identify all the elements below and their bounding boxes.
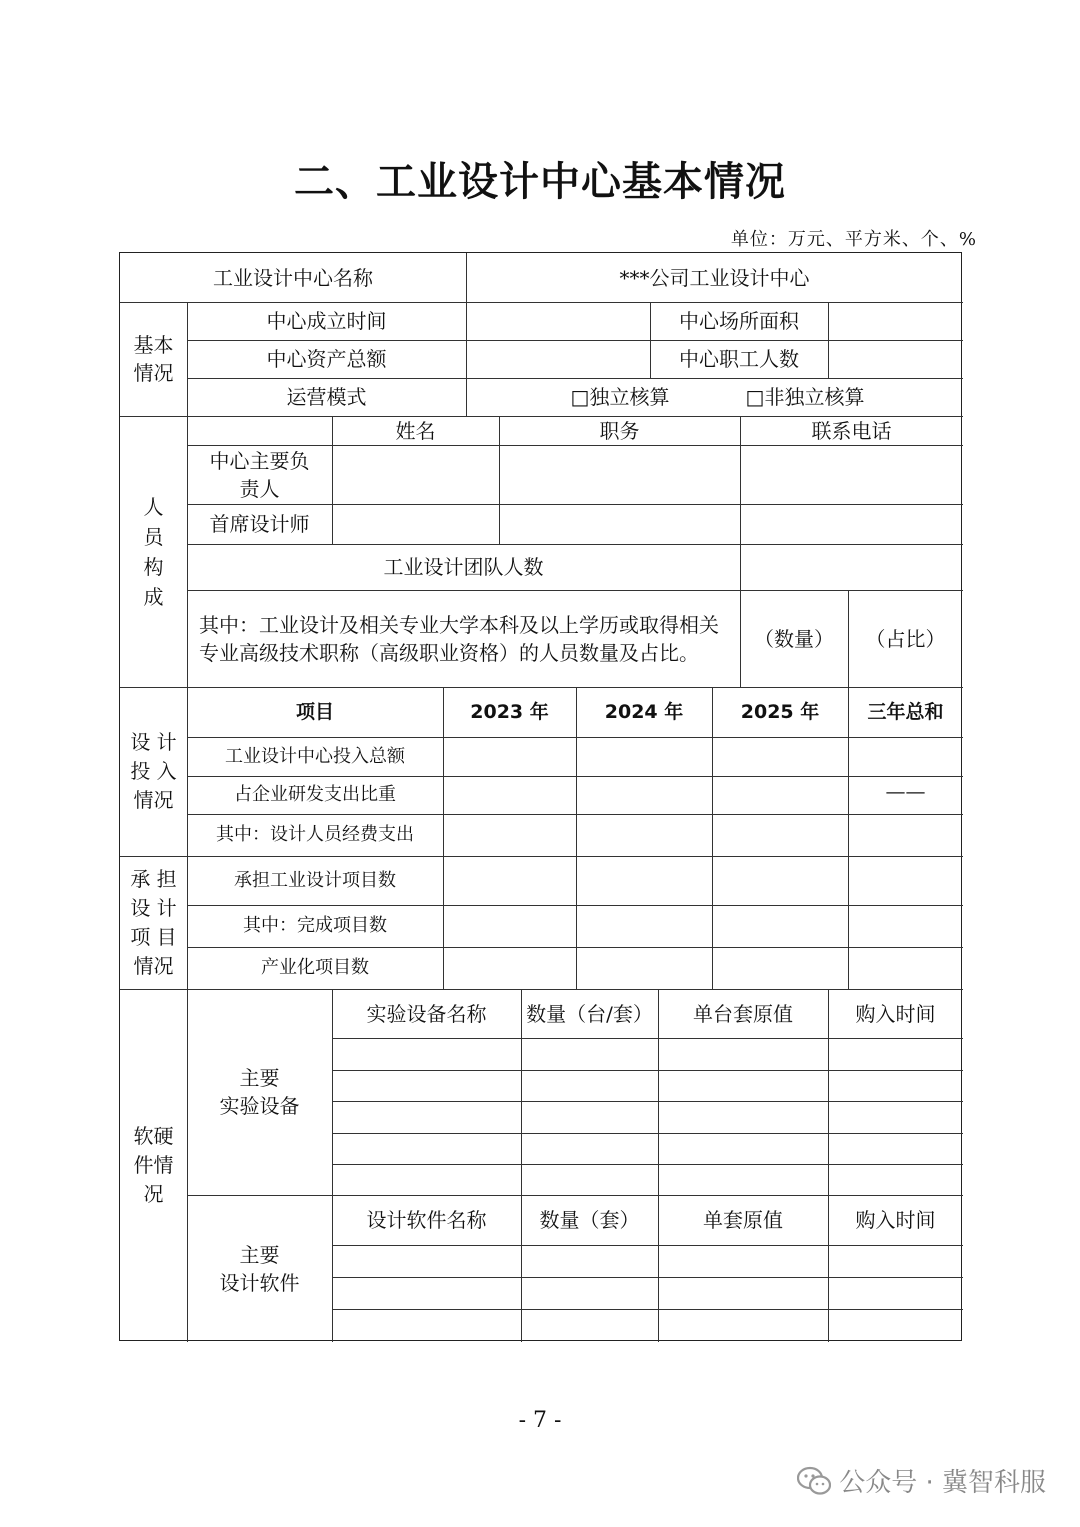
row-rd-ratio: 占企业研发支出比重	[234, 784, 396, 805]
center-name-label: 工业设计中心名称	[213, 265, 373, 290]
personnel-section-label: 人 员 构 成	[143, 494, 164, 609]
watermark	[797, 1462, 1046, 1499]
col-equipment-value: 单台套原值	[693, 1001, 793, 1026]
total-assets-label: 中心资产总额	[266, 347, 387, 371]
row-line	[332, 1277, 963, 1278]
row-design-staff-cost: 其中：设计人员经费支出	[216, 824, 414, 845]
option-non-independent[interactable]: □非独立核算	[745, 385, 865, 409]
row-total-investment: 工业设计中心投入总额	[225, 745, 405, 767]
col-2025-header: 2025 年	[740, 701, 820, 723]
col-software-name: 设计软件名称	[366, 1208, 487, 1232]
equipment-label: 主要 实验设备	[219, 1066, 300, 1118]
col-purchase-time: 购入时间	[855, 1001, 936, 1026]
col-line	[828, 302, 829, 378]
investment-section-label: 设 计 投 入 情况	[130, 730, 177, 812]
qualified-note: 其中：工业设计及相关专业大学本科及以上学历或取得相关专业高级技术职称（高级职业资格）的人员数量及占比。	[199, 612, 719, 665]
col-purchase-time-2: 购入时间	[855, 1208, 936, 1232]
row-completed: 其中：完成项目数	[243, 915, 387, 936]
col-item-header: 项目	[295, 701, 334, 723]
col-2024-header: 2024 年	[604, 701, 684, 723]
col-software-value: 单套原值	[703, 1208, 783, 1232]
site-area-label: 中心场所面积	[679, 309, 799, 333]
col-phone-header: 联系电话	[811, 418, 892, 443]
col-equipment-qty: 数量（台/套）	[526, 1001, 653, 1026]
form-table	[119, 252, 962, 1341]
quantity-placeholder: （数量）	[754, 626, 834, 651]
page-title: 二、工业设计中心基本情况	[294, 159, 786, 205]
hw-sw-section-label: 软硬 件情 况	[133, 1124, 174, 1206]
col-line	[828, 989, 829, 1342]
col-position-header: 职务	[599, 418, 640, 443]
software-label: 主要 设计软件	[219, 1242, 300, 1295]
basic-section-label: 基本 情况	[133, 333, 174, 385]
row-line	[332, 1038, 963, 1039]
head-label: 中心主要负 责人	[209, 448, 310, 501]
col-line	[332, 989, 333, 1342]
col-equipment-name: 实验设备名称	[366, 1001, 487, 1026]
center-name-value: ***公司工业设计中心	[619, 265, 810, 290]
ratio-total-dash: ——	[885, 779, 926, 803]
col-2023-header: 2023 年	[470, 701, 549, 723]
watermark-text: 公众号 · 冀智科服	[839, 1468, 1046, 1498]
chief-designer-label: 首席设计师	[209, 512, 310, 536]
col-name-header: 姓名	[395, 418, 436, 443]
unit-note: 单位：万元、平方米、个、%	[730, 229, 977, 250]
row-industrialized: 产业化项目数	[261, 957, 369, 978]
col-software-qty: 数量（套）	[539, 1208, 640, 1232]
option-independent[interactable]: □独立核算	[570, 385, 670, 409]
row-line	[332, 1133, 963, 1134]
staff-count-label: 中心职工人数	[679, 347, 799, 371]
row-projects: 承担工业设计项目数	[234, 869, 396, 891]
page-number: - 7 -	[518, 1408, 562, 1433]
col-line	[521, 989, 522, 1342]
projects-section-label: 承 担 设 计 项 目 情况	[130, 866, 177, 978]
wechat-icon	[797, 1466, 831, 1496]
row-line	[332, 1245, 963, 1246]
team-size-label: 工业设计团队人数	[383, 555, 544, 579]
col-line	[658, 989, 659, 1342]
row-line	[332, 1070, 963, 1071]
row-line	[332, 1309, 963, 1310]
operation-mode-label: 运营模式	[286, 385, 367, 409]
established-label: 中心成立时间	[266, 309, 387, 333]
row-line	[332, 1164, 963, 1165]
col-total-header: 三年总和	[867, 701, 944, 723]
row-line	[332, 1101, 963, 1102]
ratio-placeholder: （占比）	[865, 626, 946, 651]
